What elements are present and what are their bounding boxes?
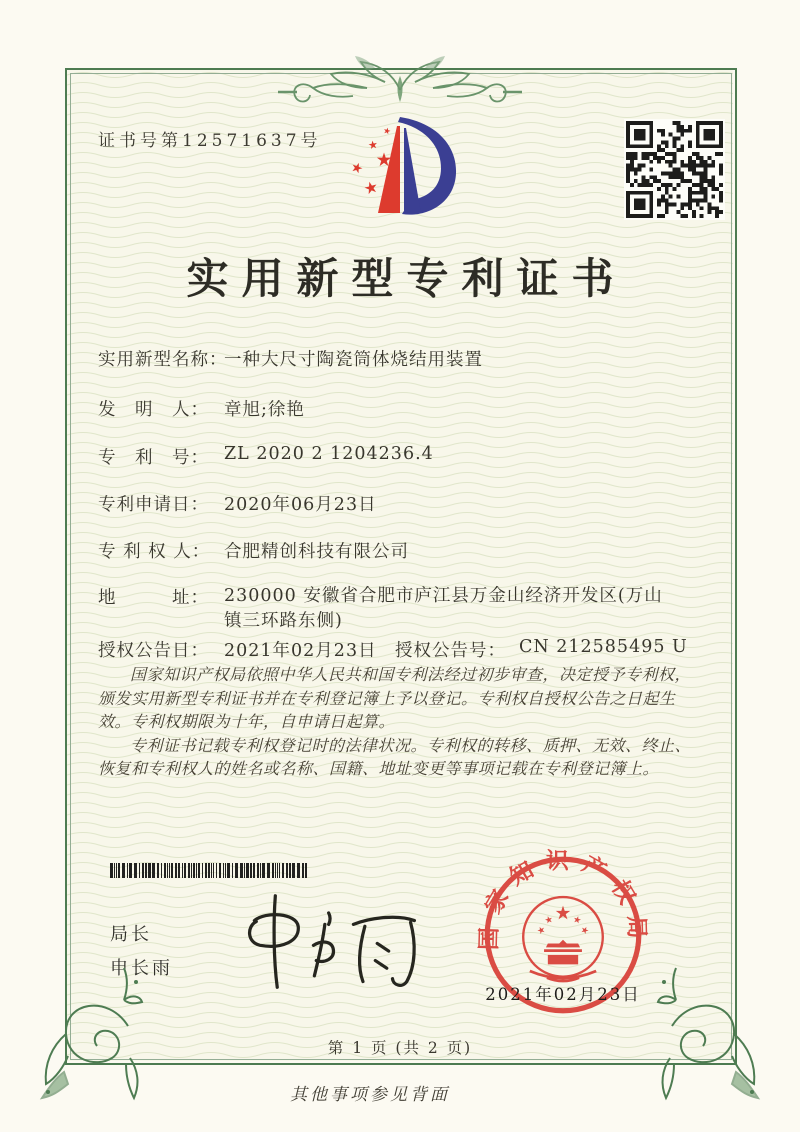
seal-circular-text: 国家知识产权局 bbox=[476, 848, 650, 951]
field-value: 一种大尺寸陶瓷筒体烧结用装置 bbox=[224, 350, 483, 370]
field-row-filing-date bbox=[98, 491, 708, 515]
legal-text-block bbox=[98, 663, 704, 781]
field-value: 合肥精创科技有限公司 bbox=[224, 542, 409, 562]
legal-paragraph-1: 国家知识产权局依照中华人民共和国专利法经过初步审查，决定授予专利权，颁发实用新型专利证书并在专利登记簿上予以登记。专利权自授权公告之日起生效。专利权期限为十年，自申请日起算。 bbox=[98, 665, 692, 731]
field-label: 发 明 人： bbox=[98, 400, 209, 420]
cnipa-logo-icon bbox=[342, 113, 460, 225]
field-label: 专 利 号： bbox=[98, 448, 209, 468]
field-value: 2021年02月23日 bbox=[224, 641, 377, 661]
field-row-grant-date-and-number bbox=[98, 637, 708, 661]
field-row-patent-number bbox=[98, 444, 708, 468]
field-value: 230000 安徽省合肥市庐江县万金山经济开发区(万山镇三环路东侧) bbox=[224, 586, 663, 631]
back-side-note: 其他事项参见背面 bbox=[290, 1085, 450, 1105]
director-signature-icon bbox=[222, 892, 422, 992]
field-value: ZL 2020 2 1204236.4 bbox=[224, 444, 434, 464]
qr-code-icon bbox=[624, 119, 725, 220]
field-row-inventors bbox=[98, 396, 708, 420]
bottom-right-corner-flourish-icon bbox=[652, 966, 772, 1101]
field-label: 专 利 权 人： bbox=[98, 542, 211, 562]
bottom-left-corner-flourish-icon bbox=[28, 966, 148, 1101]
field-label: 地 址： bbox=[98, 588, 209, 608]
field-label: 专利申请日： bbox=[98, 495, 209, 515]
director-title-label: 局长 bbox=[110, 924, 152, 945]
seal-date: 2021年02月23日 bbox=[485, 985, 641, 1004]
field-value: 章旭;徐艳 bbox=[224, 400, 305, 420]
barcode-icon bbox=[110, 863, 310, 878]
certificate-number: 证书号第12571637号 bbox=[98, 131, 322, 151]
director-name-label: 申长雨 bbox=[110, 958, 173, 979]
legal-paragraph-2: 专利证书记载专利权登记时的法律状况。专利权的转移、质押、无效、终止、恢复和专利权人的姓名或名称、国籍、地址变更等事项记载在专利登记簿上。 bbox=[98, 735, 692, 778]
grant-publication-number-value: CN 212585495 U bbox=[519, 637, 688, 657]
grant-publication-number-label: 授权公告号： bbox=[395, 641, 506, 661]
field-label: 实用新型名称： bbox=[98, 350, 228, 370]
certificate-title: 实用新型专利证书 bbox=[186, 254, 627, 303]
field-row-utility-model-name bbox=[98, 346, 708, 370]
field-label: 授权公告日： bbox=[98, 641, 209, 661]
field-row-address bbox=[98, 584, 708, 631]
field-row-patentee bbox=[98, 538, 708, 562]
svg-text:国家知识产权局 bbox=[476, 849, 649, 951]
top-flourish-ornament-icon bbox=[278, 46, 522, 110]
field-value: 2020年06月23日 bbox=[224, 495, 377, 515]
page-indicator: 第 1 页 (共 2 页) bbox=[327, 1039, 473, 1057]
